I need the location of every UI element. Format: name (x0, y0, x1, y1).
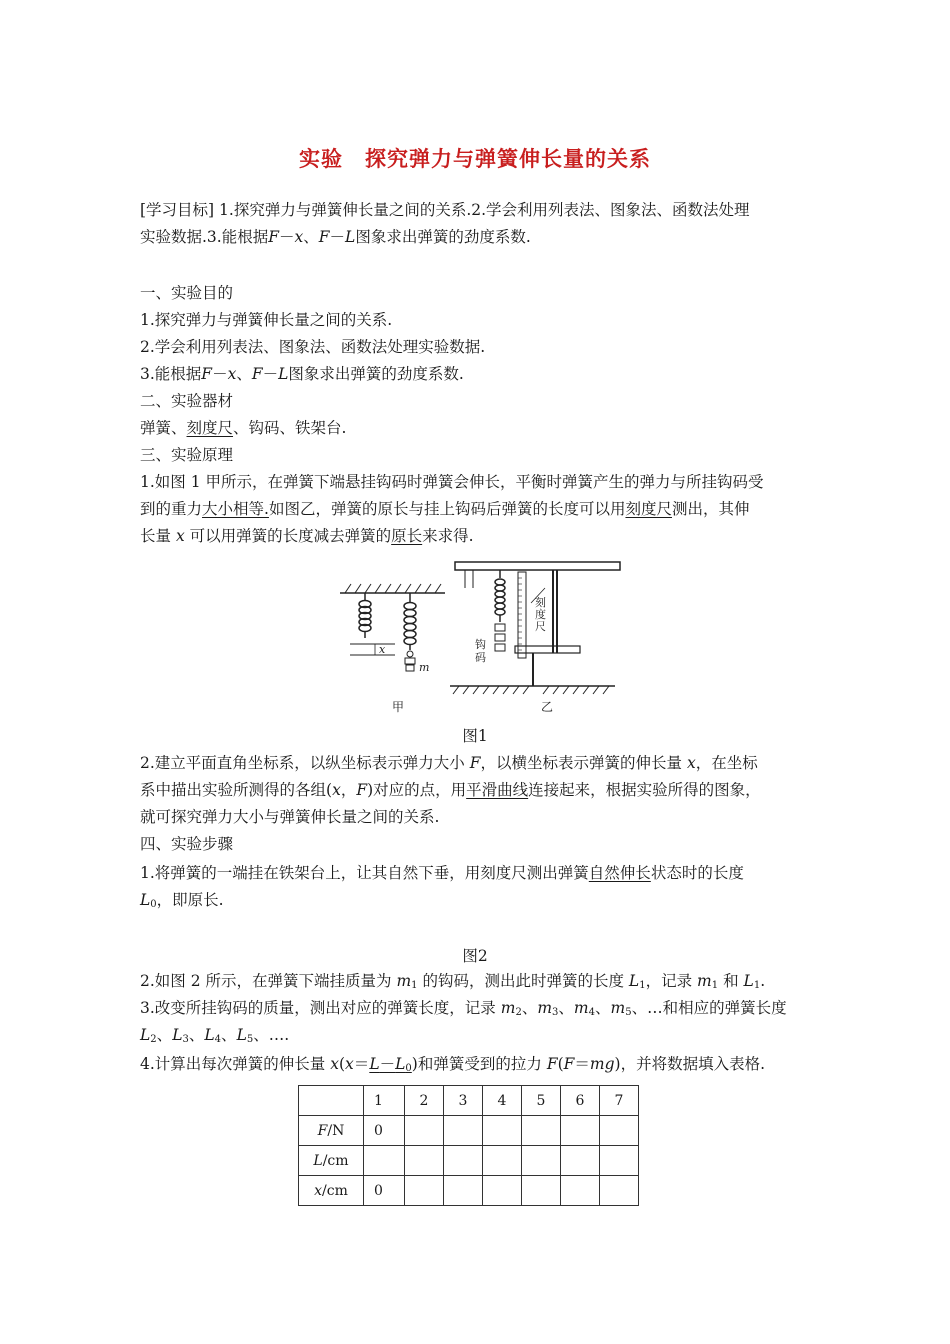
text: 、钩码、铁架台. (233, 419, 347, 437)
var-L: L (140, 1026, 151, 1044)
subscript: 0 (405, 1063, 412, 1074)
subscript: 5 (625, 1007, 632, 1018)
subscript: 1 (411, 980, 418, 991)
table-cell (405, 1116, 444, 1146)
var-F: F (251, 365, 263, 383)
text: 如图乙，弹簧的原长与挂上钩码后弹簧的长度可以用 (268, 500, 626, 518)
var-m: m (396, 972, 412, 990)
var-m: m (697, 972, 712, 990)
dash: － (212, 365, 228, 383)
table-cell: 0 (364, 1176, 405, 1206)
subscript: 5 (246, 1034, 254, 1045)
title-part2: 探究弹力与弹簧伸长量的关系 (365, 147, 651, 171)
text: 测出，其伸 (671, 500, 750, 518)
row-unit: /cm (322, 1152, 349, 1169)
table-cell (600, 1116, 639, 1146)
text: 长量 (140, 527, 172, 545)
text: ( (557, 1055, 564, 1073)
fig-label-jia: 甲 (392, 700, 405, 714)
table-cell (444, 1146, 483, 1176)
sep: 、 (558, 999, 574, 1017)
subscript: 3 (552, 1007, 559, 1018)
var-L: L (204, 1026, 215, 1044)
text: 到的重力 (140, 500, 203, 518)
table-cell (405, 1146, 444, 1176)
fig-label-yi: 乙 (541, 700, 554, 714)
var-x: x (175, 527, 185, 545)
table-cell (522, 1146, 561, 1176)
dash: － (329, 228, 346, 246)
table-cell (561, 1176, 600, 1206)
row-var: x (314, 1182, 323, 1199)
principle-p2-l2 (140, 780, 761, 800)
var-F: F (201, 365, 213, 383)
section-heading: 二、实验器材 (140, 392, 234, 410)
text: 3.改变所挂钩码的质量，测出对应的弹簧长度，记录 (140, 999, 496, 1017)
data-table (298, 1085, 639, 1206)
objectives-text2: 实验数据.3.能根据 (140, 228, 269, 246)
var-L: L (345, 228, 356, 246)
subscript: 4 (214, 1034, 222, 1045)
row-header (299, 1116, 364, 1146)
objectives-line2 (140, 227, 531, 247)
ruler (518, 572, 526, 658)
table-header-row (299, 1086, 639, 1116)
var-m: m (573, 999, 589, 1017)
text: ，以横坐标表示弹簧的伸长量 (480, 754, 683, 772)
answer-underline: 刻度尺 (625, 500, 672, 518)
table-header-cell: 4 (483, 1086, 522, 1116)
table-cell: 0 (364, 1116, 405, 1146)
row-unit: /cm (322, 1182, 348, 1199)
list-item: 1.探究弹力与弹簧伸长量之间的关系. (140, 311, 393, 329)
text: 图象求出弹簧的劲度系数. (288, 365, 464, 383)
row-var: L (313, 1152, 323, 1169)
materials-line (140, 418, 346, 438)
step1-l2 (140, 890, 224, 910)
figure-1-caption: 图1 (462, 727, 488, 745)
text: 、…. (253, 1026, 290, 1044)
dash: － (262, 365, 279, 383)
var-L: L (172, 1026, 183, 1044)
table-cell (444, 1116, 483, 1146)
text: ) (411, 1055, 418, 1073)
var-m: m (537, 999, 553, 1017)
text: . (760, 972, 766, 990)
var-mg: mg (589, 1055, 615, 1073)
answer-underline: 刻度尺 (186, 419, 234, 437)
table-cell (483, 1116, 522, 1146)
text: 系中描出实验所测得的各组( (140, 781, 333, 799)
fig-ruler-char: 刻 (535, 596, 546, 609)
text: ( (338, 1055, 346, 1073)
step1-l1 (140, 863, 744, 883)
var-F: F (268, 228, 279, 246)
step3-l2 (140, 1025, 289, 1045)
objectives-text2-end: 图象求出弹簧的劲度系数. (355, 228, 531, 246)
ceiling-hatch (345, 584, 441, 593)
text: 4.计算出每次弹簧的伸长量 (140, 1055, 326, 1073)
stand-base (515, 646, 580, 653)
sep: 、 (188, 1026, 205, 1044)
table-header-cell: 2 (405, 1086, 444, 1116)
text: － (379, 1055, 396, 1073)
answer-underline: 原长 (391, 527, 423, 545)
var-L: L (140, 891, 151, 909)
subscript: 0 (150, 899, 157, 910)
fig-ruler-char: 度 (535, 608, 546, 621)
step4 (140, 1054, 765, 1074)
table-cell (364, 1146, 405, 1176)
list-item (140, 364, 464, 384)
text: 连接起来，根据实验所得的图象， (528, 781, 761, 799)
text: ，记录 (645, 972, 693, 990)
var-F: F (318, 228, 330, 246)
sep: 、 (236, 365, 252, 383)
objectives-line1 (140, 200, 750, 220)
table-header-cell: 5 (522, 1086, 561, 1116)
text: 、…和相应的弹簧长度 (631, 999, 787, 1017)
table-header-cell: 7 (600, 1086, 639, 1116)
list-item: 2.学会利用列表法、图象法、函数法处理实验数据. (140, 338, 486, 356)
var-L: L (278, 365, 289, 383)
objectives-label: [学习目标] (140, 201, 215, 219)
table-row (299, 1116, 639, 1146)
table-cell (561, 1146, 600, 1176)
var-F: F (563, 1055, 575, 1073)
spring-with-weights (495, 570, 505, 651)
title-part1: 实验 (299, 147, 343, 171)
table-cell (522, 1116, 561, 1146)
var-L: L (369, 1055, 380, 1073)
spring-loaded (404, 593, 416, 671)
text: 1.将弹簧的一端挂在铁架台上，让其自然下垂，用刻度尺测出弹簧 (140, 864, 589, 882)
text: ＝ (353, 1055, 370, 1073)
fig-label-m: m (419, 661, 430, 674)
subscript: 1 (639, 980, 646, 991)
var-m: m (610, 999, 626, 1017)
table-header-cell (299, 1086, 364, 1116)
text: ，即原长. (156, 891, 224, 909)
text: 的钩码，测出此时弹簧的长度 (422, 972, 624, 990)
section-heading: 一、实验目的 (140, 284, 234, 302)
text: )，并将数据填入表格. (614, 1055, 766, 1073)
text: 状态时的长度 (650, 864, 744, 882)
step2 (140, 971, 765, 991)
row-header (299, 1146, 364, 1176)
var-L: L (628, 972, 640, 990)
table-cell (483, 1146, 522, 1176)
sep: 、 (521, 999, 538, 1017)
subscript: 4 (588, 1007, 595, 1018)
var-F: F (469, 754, 481, 772)
var-x: x (686, 754, 696, 772)
row-header (299, 1176, 364, 1206)
var-L: L (236, 1026, 247, 1044)
var-L: L (395, 1055, 406, 1073)
principle-p2-l3: 就可探究弹力大小与弹簧伸长量之间的关系. (140, 808, 440, 826)
subscript: 3 (182, 1034, 189, 1045)
page-title (0, 143, 950, 173)
var-x: x (345, 1055, 354, 1073)
stand-arm (455, 562, 620, 570)
objectives-text1: 1.探究弹力与弹簧伸长量之间的关系.2.学会利用列表法、图象法、函数法处理 (219, 201, 750, 219)
sep: 、 (303, 228, 319, 246)
table-cell (600, 1176, 639, 1206)
table-row (299, 1176, 639, 1206)
table-cell (483, 1176, 522, 1206)
figure-1-illustration (335, 558, 625, 718)
var-x: x (332, 781, 341, 799)
text: )对应的点，用 (367, 781, 467, 799)
spring-unloaded (359, 593, 371, 638)
table-header-cell: 1 (364, 1086, 405, 1116)
text: 3.能根据 (140, 365, 202, 383)
principle-p1-l1: 1.如图 1 甲所示，在弹簧下端悬挂钩码时弹簧会伸长，平衡时弹簧产生的弹力与所挂钩码受 (140, 473, 764, 491)
text: 弹簧、 (140, 419, 187, 437)
figure-2-caption: 图2 (462, 947, 488, 965)
text: 2.建立平面直角坐标系，以纵坐标表示弹力大小 (140, 754, 465, 772)
text: 来求得. (422, 527, 474, 545)
answer-underline: 自然伸长 (588, 864, 651, 882)
text: 可以用弹簧的长度减去弹簧的 (189, 527, 392, 545)
section-heading: 四、实验步骤 (140, 835, 234, 853)
text: ，在坐标 (695, 754, 758, 772)
row-var: F (317, 1122, 328, 1139)
table-header-cell: 3 (444, 1086, 483, 1116)
var-m: m (500, 999, 516, 1017)
answer-underline: 平滑曲线 (466, 781, 529, 799)
table-cell (561, 1116, 600, 1146)
principle-p1-l2 (140, 499, 750, 519)
var-x: x (330, 1055, 339, 1073)
text: ＝ (574, 1055, 590, 1073)
principle-p1-l3 (140, 526, 474, 546)
sep: 、 (156, 1026, 173, 1044)
fig-weight-char: 钩 (475, 638, 486, 651)
sep: 、 (595, 999, 611, 1017)
principle-p2-l1 (140, 753, 758, 773)
table-header-cell: 6 (561, 1086, 600, 1116)
table-cell (405, 1176, 444, 1206)
subscript: 2 (150, 1034, 157, 1045)
subscript: 2 (515, 1007, 522, 1018)
fig-ruler-char: 尺 (535, 620, 546, 633)
section-heading: 三、实验原理 (140, 446, 234, 464)
step3-l1 (140, 998, 787, 1018)
sep: 、 (221, 1026, 237, 1044)
text: 和 (723, 972, 739, 990)
fig-weight-char: 码 (475, 651, 486, 664)
subscript: 1 (753, 980, 761, 991)
text: ， (340, 781, 357, 799)
answer-underline: 大小相等. (202, 500, 269, 518)
table-cell (444, 1176, 483, 1206)
var-L: L (743, 972, 754, 990)
table-cell (600, 1146, 639, 1176)
row-unit: /N (327, 1122, 345, 1139)
table-row (299, 1146, 639, 1176)
dash: － (278, 228, 295, 246)
text: 和弹簧受到的拉力 (417, 1055, 542, 1073)
var-F: F (356, 781, 368, 799)
var-x: x (227, 365, 237, 383)
var-x: x (294, 228, 304, 246)
fig-label-x: x (379, 643, 386, 656)
floor-hatch (453, 686, 609, 694)
text: 2.如图 2 所示，在弹簧下端挂质量为 (140, 972, 392, 990)
subscript: 1 (711, 980, 719, 991)
table-cell (522, 1176, 561, 1206)
var-F: F (546, 1055, 558, 1073)
